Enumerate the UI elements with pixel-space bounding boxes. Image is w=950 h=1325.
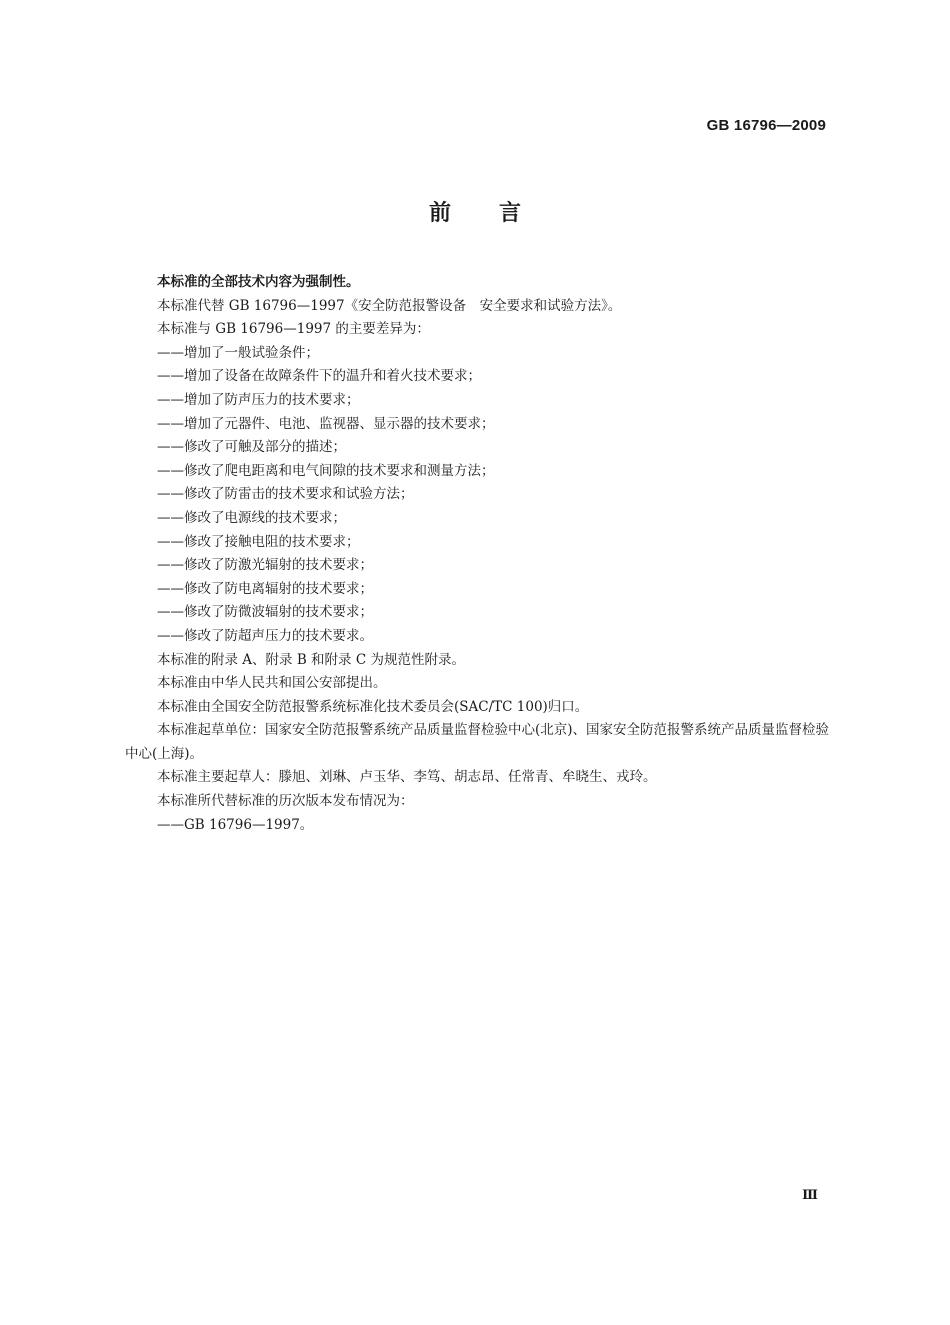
history-item: ——GB 16796—1997。: [157, 816, 314, 833]
paragraph-differences-intro: 本标准与 GB 16796—1997 的主要差异为：: [157, 321, 430, 338]
differences-list: [125, 342, 830, 649]
paragraph-drafters: 本标准主要起草人：滕旭、刘琳、卢玉华、李笃、胡志昂、任常青、牟晓生、戎玲。: [157, 769, 657, 786]
list-item: ——增加了元器件、电池、监视器、显示器的技术要求；: [157, 415, 495, 432]
list-item: ——增加了防声压力的技术要求；: [157, 391, 360, 408]
foreword-body: [125, 271, 830, 837]
list-item: ——修改了防超声压力的技术要求。: [157, 627, 373, 644]
list-item: ——修改了可触及部分的描述；: [157, 439, 346, 456]
list-item: ——修改了爬电距离和电气间隙的技术要求和测量方法；: [157, 462, 495, 479]
paragraph-history: 本标准所代替标准的历次版本发布情况为：: [157, 793, 414, 810]
list-item: ——增加了设备在故障条件下的温升和着火技术要求；: [157, 368, 481, 385]
paragraph-mandatory: 本标准的全部技术内容为强制性。: [157, 274, 360, 290]
list-item: ——修改了接触电阻的技术要求；: [157, 533, 360, 550]
page-title: 前言: [428, 201, 569, 226]
list-item: ——修改了防微波辐射的技术要求；: [157, 604, 373, 621]
paragraph-replaces: 本标准代替 GB 16796—1997《安全防范报警设备 安全要求和试验方法》。: [157, 297, 622, 314]
paragraph-committee: 本标准由全国安全防范报警系统标准化技术委员会(SAC/TC 100)归口。: [157, 698, 589, 715]
list-item: ——修改了防雷击的技术要求和试验方法；: [157, 486, 414, 503]
list-item: ——增加了一般试验条件；: [157, 344, 319, 361]
list-item: ——修改了电源线的技术要求；: [157, 509, 346, 526]
list-item: ——修改了防电离辐射的技术要求；: [157, 580, 373, 597]
page-number: Ⅲ: [802, 1188, 818, 1203]
paragraph-proposer: 本标准由中华人民共和国公安部提出。: [157, 675, 387, 692]
list-item: ——修改了防激光辐射的技术要求；: [157, 557, 373, 574]
document-code: GB 16796—2009: [706, 117, 826, 134]
paragraph-appendices: 本标准的附录 A、附录 B 和附录 C 为规范性附录。: [157, 651, 465, 668]
paragraph-drafting-units: 本标准起草单位：国家安全防范报警系统产品质量监督检验中心(北京)、国家安全防范报警系统产品质量监督检验中心(上海)。: [125, 722, 830, 762]
